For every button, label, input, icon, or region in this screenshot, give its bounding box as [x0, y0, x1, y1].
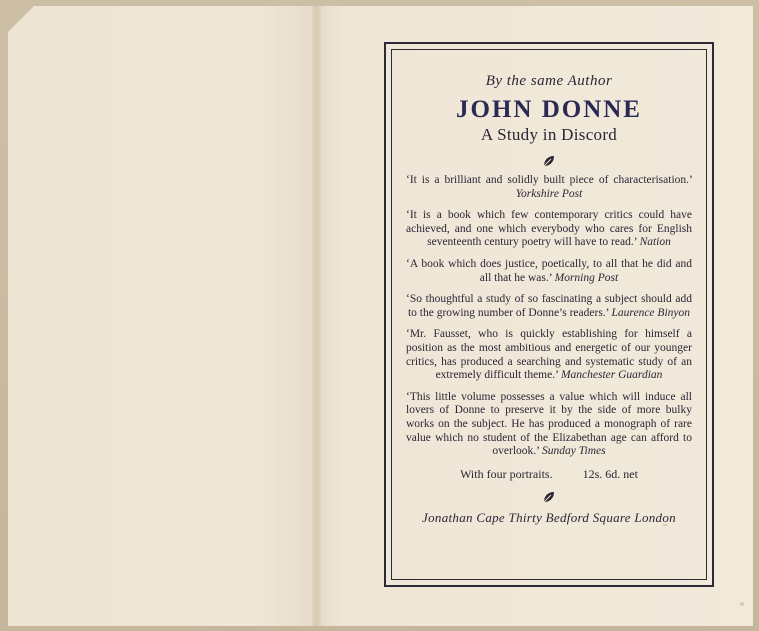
quote-source: Sunday Times — [542, 445, 606, 458]
quote-source: Morning Post — [554, 271, 619, 284]
quote-text: ‘It is a book which few contemporary critics could have achieved, and one which everybody who cares for English seventeenth century poetry will have to read.’ — [406, 209, 692, 249]
review-quote — [406, 209, 692, 250]
quote-text: ‘This little volume possesses a value which will induce all lovers of Donne to preserve it by the side of more bulky works on the subject. He has produced a monograph of rare value which no student of the Elizabethan age can afford to overlook.’ — [406, 390, 692, 458]
by-line: By the same Author — [485, 73, 613, 89]
portraits-note: With four portraits. — [460, 466, 553, 481]
quote-text: ‘So thoughtful a study of so fascinating a subject should add to the growing number of Donne’s readers.’ — [406, 293, 692, 319]
review-quote — [406, 174, 692, 201]
book-subtitle: A Study in Discord — [480, 125, 618, 144]
paper-stain — [740, 602, 744, 606]
quote-source: Manchester Guardian — [560, 369, 663, 382]
quote-text: ‘Mr. Fausset, who is quickly establishing for himself a position as the most ambitious and energetic of our younger critics, has produced a searching and systematic study of an extremely difficult theme.’ — [406, 328, 692, 382]
review-quote — [406, 258, 692, 285]
review-quote — [406, 293, 692, 320]
review-quote — [406, 391, 692, 459]
quote-text: ‘A book which does justice, poetically, to all that he did and all that he was.’ — [406, 257, 692, 284]
quote-source: Laurence Binyon — [611, 306, 690, 319]
leaf-ornament-icon — [542, 490, 556, 504]
price-row — [406, 467, 692, 482]
price: 12s. 6d. net — [582, 466, 638, 481]
publisher-imprint: Jonathan Cape Thirty Bedford Square London — [422, 509, 676, 525]
quote-source: Nation — [639, 236, 671, 249]
quote-source: Yorkshire Post — [515, 187, 583, 200]
leaf-ornament-icon — [542, 154, 556, 168]
left-leaf-blank — [8, 6, 316, 626]
review-quotes — [406, 174, 692, 459]
book-title: JOHN DONNE — [456, 96, 642, 123]
advertisement-panel — [406, 70, 692, 526]
review-quote — [406, 328, 692, 382]
quote-text: ‘It is a brilliant and solidly built piece of characterisation.’ — [406, 174, 692, 186]
book-gutter — [312, 6, 322, 626]
